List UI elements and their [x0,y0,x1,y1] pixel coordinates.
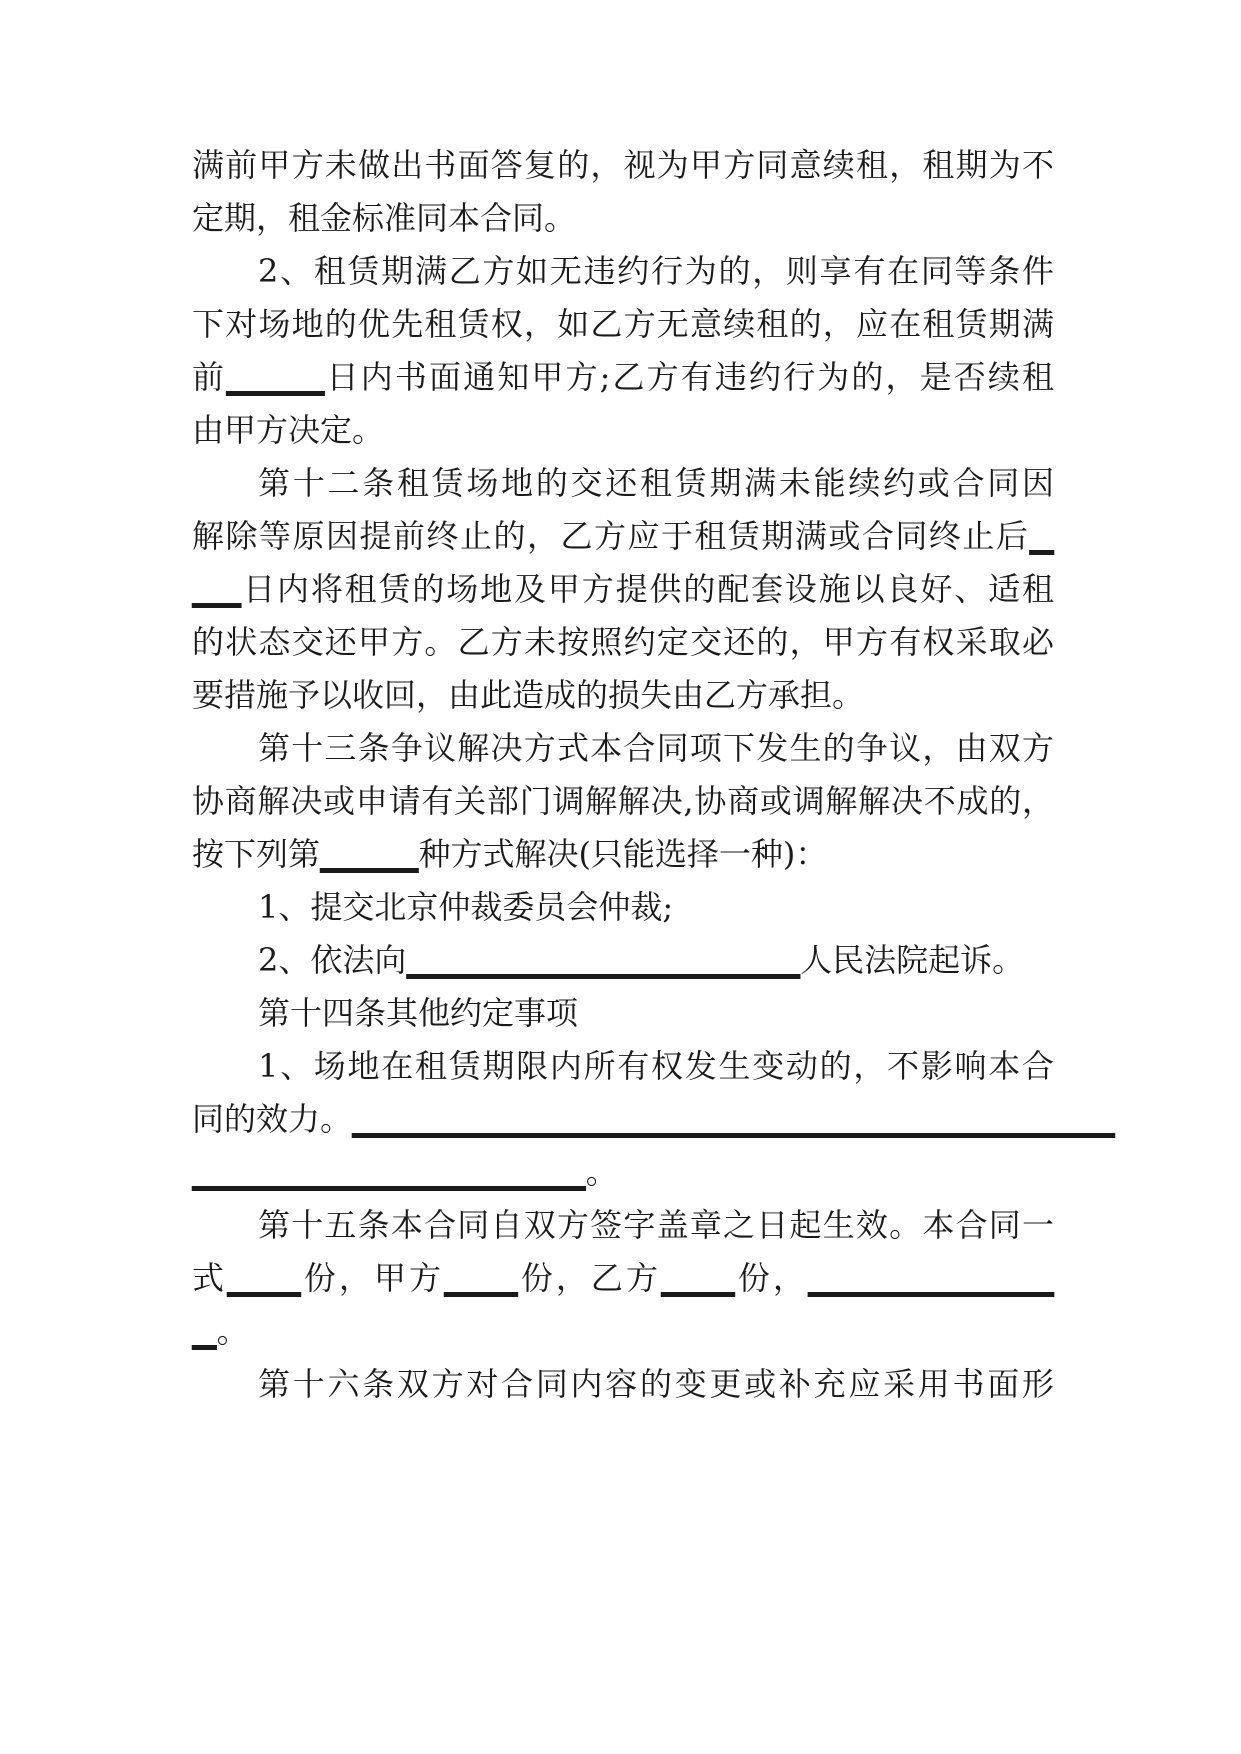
body-text-line: 2、依法向▁▁▁▁▁▁▁▁▁▁▁▁▁▁▁▁人民法院起诉。 [258,941,1025,979]
body-text-line: 第十二条租赁场地的交还租赁期满未能续约或合同因 [258,464,1054,502]
body-text-line: 2、租赁期满乙方如无违约行为的，则享有在同等条件 [258,252,1054,290]
body-text-line: 定期，租金标准同本合同。 [192,199,577,237]
body-text-line: 第十六条双方对合同内容的变更或补充应采用书面形 [258,1365,1054,1403]
body-text-line: 前▁▁▁▁日内书面通知甲方;乙方有违约行为的，是否续租 [192,358,1054,396]
body-text-line: 下对场地的优先租赁权，如乙方无意续租的，应在租赁期满 [192,305,1054,343]
body-text-line: 由甲方决定。 [192,411,385,449]
body-text-line: 式▁▁▁份，甲方▁▁▁份，乙方▁▁▁份，▁▁▁▁▁▁▁▁▁▁ [192,1259,1054,1297]
body-text-line: ▁▁▁▁▁▁▁▁▁▁▁▁▁▁▁▁。 [192,1153,618,1191]
body-text-line: ▁。 [192,1312,249,1350]
body-text-line: 1、提交北京仲裁委员会仲裁; [258,888,674,926]
body-text-line: 按下列第▁▁▁▁种方式解决(只能选择一种)： [192,835,828,873]
body-text-line: 满前甲方未做出书面答复的，视为甲方同意续租，租期为不 [192,146,1054,184]
body-text-line: 第十五条本合同自双方签字盖章之日起生效。本合同一 [258,1206,1054,1244]
body-text-line: ▁▁日内将租赁的场地及甲方提供的配套设施以良好、适租 [192,570,1054,608]
body-text-line: 同的效力。▁▁▁▁▁▁▁▁▁▁▁▁▁▁▁▁▁▁▁▁▁▁▁▁▁▁▁▁▁▁▁ [192,1100,1115,1138]
body-text-line: 协商解决或申请有关部门调解解决,协商或调解解决不成的， [192,782,1054,820]
body-text-line: 的状态交还甲方。乙方未按照约定交还的，甲方有权采取必 [192,623,1054,661]
body-text-line: 第十四条其他约定事项 [258,994,579,1032]
body-text-line: 1、场地在租赁期限内所有权发生变动的，不影响本合 [258,1047,1054,1085]
body-text-line: 要措施予以收回，由此造成的损失由乙方承担。 [192,676,865,714]
body-text-line: 第十三条争议解决方式本合同项下发生的争议，由双方 [258,729,1054,767]
body-text-line: 解除等原因提前终止的，乙方应于租赁期满或合同终止后▁ [192,517,1054,555]
